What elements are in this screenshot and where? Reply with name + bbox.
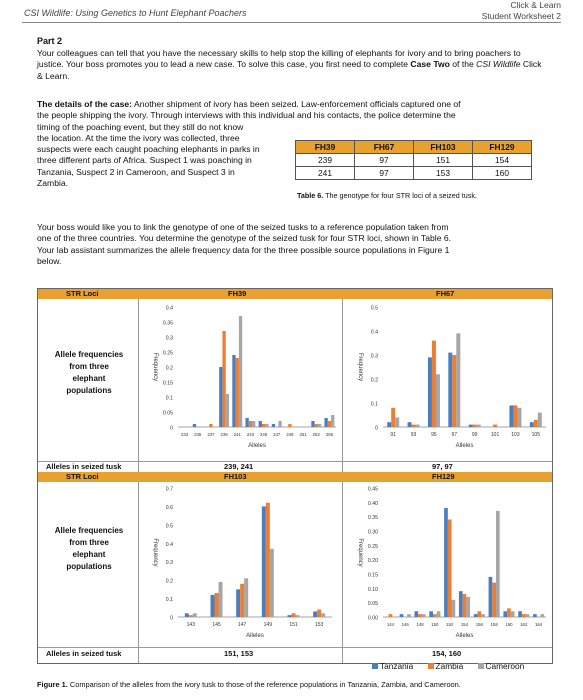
details-line4: the location. At the time the ivory was collected, three: [37, 132, 240, 143]
bar-cameroon: [477, 425, 481, 427]
details-line1: Another shipment of ivory has been seized. Law-enforcement officials captured one of: [132, 99, 461, 109]
chart-fh129: [343, 482, 552, 647]
bar-cameroon: [526, 614, 530, 617]
x-tick-label: 93: [410, 432, 417, 438]
x-tick-label: 144: [386, 622, 394, 627]
x-tick-label: 143: [186, 622, 196, 628]
bar-cameroon: [318, 424, 321, 427]
bar-zambia: [448, 520, 452, 617]
y-tick-label: 0.30: [367, 529, 378, 536]
table-cell: 241: [296, 167, 355, 180]
bar-zambia: [262, 424, 265, 427]
header-title: CSI Wildlife: Using Genetics to Hunt Elephant Poachers: [24, 8, 247, 18]
task-paragraph: [37, 222, 547, 267]
bar-tanzania: [313, 611, 317, 617]
bar-tanzania: [533, 614, 537, 617]
y-axis-label: Frequency: [357, 538, 363, 567]
legend-item: Zambia: [428, 661, 470, 671]
x-tick-label: 151: [289, 622, 298, 628]
bar-zambia: [534, 420, 538, 427]
details-line2: the people shipping the ivory. Through interviews with this individual and his contacts, the police determine the: [37, 110, 456, 121]
x-tick-label: 147: [237, 622, 247, 628]
bar-cameroon: [321, 613, 325, 617]
header-worksheet: Student Worksheet 2: [481, 11, 561, 21]
bar-cameroon: [436, 374, 440, 427]
y-tick-label: 0.45: [367, 486, 378, 493]
bar-zambia: [507, 608, 511, 617]
table-cell: 153: [414, 167, 473, 180]
table-header-cell: FH103: [414, 141, 473, 154]
table-cell: 97: [355, 167, 414, 180]
bar-cameroon: [193, 613, 197, 617]
bar-cameroon: [331, 415, 334, 427]
x-tick-label: 233: [180, 432, 189, 437]
bar-zambia: [189, 615, 193, 617]
bar-cameroon: [452, 600, 456, 617]
bar-zambia: [236, 358, 239, 427]
bar-tanzania: [459, 591, 463, 617]
table-header-cell: FH67: [355, 141, 414, 154]
y-tick-label: 0: [375, 425, 378, 432]
table-cell: 160: [473, 167, 532, 180]
bar-zambia: [288, 424, 291, 427]
bar-cameroon: [496, 511, 500, 617]
bar-zambia: [391, 408, 395, 427]
bar-cameroon: [395, 417, 399, 427]
legend-swatch: [372, 663, 378, 669]
x-tick-label: 245: [259, 432, 268, 437]
x-tick-label: 156: [475, 622, 483, 627]
figure-1: [37, 288, 553, 664]
bar-tanzania: [324, 418, 327, 427]
bar-cameroon: [422, 614, 426, 617]
x-tick-label: 253: [312, 432, 320, 437]
bar-tanzania: [400, 614, 404, 617]
x-tick-label: 154: [460, 622, 469, 627]
bar-zambia: [522, 614, 526, 617]
bar-cameroon: [219, 582, 223, 617]
bar-cameroon: [466, 597, 470, 617]
bar-zambia: [389, 614, 393, 617]
header-brand: Click & Learn: [510, 0, 561, 10]
intro-text-c: Click & Learn.: [37, 59, 542, 81]
bar-cameroon: [481, 614, 485, 617]
bar-zambia: [240, 584, 244, 617]
bar-cameroon: [296, 615, 300, 617]
bar-tanzania: [444, 508, 448, 617]
table-cell: 154: [473, 154, 532, 167]
task-line1: Your boss would like you to link the genotype of one of the seized tusks to a reference population taken from: [37, 222, 449, 232]
intro-text-b: of the: [449, 59, 477, 70]
bar-zambia: [513, 405, 517, 427]
bar-zambia: [493, 425, 497, 427]
x-tick-label: 239: [220, 432, 228, 437]
x-axis-label: Alleles: [246, 633, 264, 639]
bar-tanzania: [259, 421, 262, 427]
bar-tanzania: [518, 611, 522, 617]
table-header-cell: FH129: [473, 141, 532, 154]
x-tick-label: 249: [286, 432, 294, 437]
intro-bold: Case Two: [410, 59, 450, 70]
x-tick-label: 241: [233, 432, 241, 437]
bar-cameroon: [437, 611, 441, 617]
bar-tanzania: [429, 611, 433, 617]
x-tick-label: 145: [212, 622, 221, 628]
bar-tanzania: [387, 422, 391, 427]
x-tick-label: 101: [490, 432, 500, 438]
bar-tanzania: [408, 422, 412, 427]
figure-band-mid: STR Loci FH103 FH129: [38, 472, 552, 482]
bar-tanzania: [489, 577, 493, 617]
details-heading: The details of the case:: [37, 99, 133, 109]
chart-fh103: [138, 482, 342, 647]
x-tick-label: 251: [299, 432, 307, 437]
bar-tanzania: [288, 615, 292, 617]
details-line6: three different parts of Africa. Suspect 1 was poaching in: [37, 155, 252, 166]
table-header-cell: FH39: [296, 141, 355, 154]
bar-zambia: [292, 613, 296, 617]
bar-zambia: [473, 425, 477, 427]
y-tick-label: 0.1: [165, 395, 173, 402]
x-tick-label: 103: [511, 432, 520, 438]
bar-zambia: [418, 614, 422, 617]
bar-zambia: [249, 421, 252, 427]
y-axis-label: Frequency: [152, 538, 158, 567]
x-tick-label: 160: [505, 622, 513, 627]
x-tick-label: 153: [314, 622, 324, 628]
y-tick-label: 0.10: [367, 586, 378, 593]
y-tick-label: 0.6: [165, 504, 173, 511]
bar-cameroon: [278, 421, 281, 427]
header-rule: [22, 22, 561, 23]
bar-tanzania: [232, 355, 235, 427]
bar-zambia: [432, 341, 436, 427]
bar-cameroon: [270, 549, 274, 617]
bar-tanzania: [185, 613, 189, 617]
y-tick-label: 0: [170, 425, 173, 432]
figure-band-alleles-1: Alleles in seized tusk 239, 241 97, 97: [46, 462, 453, 471]
y-tick-label: 0.15: [367, 572, 378, 579]
x-tick-label: 158: [490, 622, 498, 627]
bar-tanzania: [311, 421, 314, 427]
bar-tanzania: [448, 353, 452, 427]
x-tick-label: 97: [451, 432, 458, 438]
bar-cameroon: [239, 316, 242, 427]
table-caption: Table 6. The genotype for four STR loci of a seized tusk.: [297, 191, 477, 200]
legend-swatch: [428, 663, 434, 669]
y-tick-label: 0.35: [367, 515, 378, 522]
bar-zambia: [317, 610, 321, 617]
y-tick-label: 0.05: [162, 410, 173, 417]
bar-tanzania: [193, 424, 196, 427]
chart-fh39: [138, 299, 342, 461]
bar-tanzania: [236, 589, 240, 617]
bar-tanzania: [211, 595, 215, 617]
bar-zambia: [209, 424, 212, 427]
y-tick-label: 0.2: [165, 365, 173, 372]
bar-tanzania: [262, 506, 266, 617]
bar-zambia: [477, 611, 481, 617]
table-cell: 239: [296, 154, 355, 167]
x-axis-label: Alleles: [455, 633, 474, 639]
bar-tanzania: [474, 614, 478, 617]
bar-cameroon: [416, 425, 420, 427]
y-tick-label: 0.40: [367, 500, 378, 507]
details-line3: timing of the poaching event, but they still do not know: [37, 121, 244, 132]
x-tick-label: 99: [471, 432, 478, 438]
bar-tanzania: [503, 611, 507, 617]
bar-zambia: [215, 593, 219, 617]
y-tick-label: 0.3: [370, 353, 378, 360]
part-title: Part 2: [37, 36, 63, 46]
intro-italic: CSI Wildlife: [476, 59, 521, 70]
header-right: [482, 0, 561, 22]
details-line7: Tanzania, Suspect 2 in Cameroon, and Suspect 3 in: [37, 166, 235, 177]
bar-zambia: [463, 594, 467, 617]
x-tick-label: 149: [263, 622, 273, 628]
figure-band-top: STR Loci FH39 FH67: [38, 289, 552, 299]
y-tick-label: 0.20: [367, 558, 378, 565]
bar-tanzania: [245, 418, 248, 427]
bar-cameroon: [407, 614, 411, 617]
bar-cameroon: [511, 611, 515, 617]
bar-cameroon: [456, 333, 460, 427]
bar-tanzania: [530, 422, 534, 427]
chart-legend: [372, 661, 536, 671]
y-tick-label: 0.2: [370, 377, 378, 384]
x-tick-label: 243: [246, 432, 255, 437]
x-tick-label: 162: [520, 622, 528, 627]
y-tick-label: 0.15: [162, 380, 173, 387]
y-tick-label: 0.3: [165, 560, 173, 567]
genotype-table: [295, 140, 532, 180]
legend-item: Cameroon: [478, 661, 531, 671]
legend-item: Tanzania: [372, 661, 419, 671]
table-cell: 151: [414, 154, 473, 167]
x-axis-label: Alleles: [248, 443, 266, 449]
y-tick-label: 0.4: [165, 305, 173, 312]
y-tick-label: 0.7: [165, 486, 173, 493]
chart-fh67: [343, 299, 552, 461]
bar-zambia: [452, 355, 456, 427]
task-line2: one of the three countries. You determine the genotype of the seized tusk for four STR loci, shown in Table 6.: [37, 233, 452, 244]
x-tick-label: 146: [401, 622, 409, 627]
bar-cameroon: [252, 421, 255, 427]
bar-zambia: [315, 424, 318, 427]
row-label-bottom: Allele frequencies from three elephant populations: [54, 526, 124, 571]
legend-swatch: [478, 663, 484, 669]
bar-tanzania: [509, 405, 513, 427]
intro-paragraph: [37, 48, 547, 82]
bar-tanzania: [428, 357, 432, 427]
bar-cameroon: [538, 413, 542, 427]
y-tick-label: 0.25: [162, 350, 173, 357]
bar-zambia: [222, 331, 225, 427]
x-tick-label: 255: [325, 432, 334, 437]
y-tick-label: 0.4: [165, 541, 173, 548]
y-tick-label: 0.4: [370, 329, 378, 336]
bar-cameroon: [226, 394, 229, 427]
bar-zambia: [328, 421, 331, 427]
details-line5: suspects were each caught poaching elephants in parks in: [37, 144, 260, 155]
y-tick-label: 0.5: [370, 305, 378, 312]
x-tick-label: 237: [207, 432, 215, 437]
x-tick-label: 148: [416, 622, 424, 627]
y-tick-label: 0.1: [165, 597, 173, 604]
bar-tanzania: [219, 367, 222, 427]
x-tick-label: 91: [390, 432, 396, 438]
y-axis-label: Frequency: [152, 352, 158, 382]
bar-tanzania: [469, 425, 473, 427]
bar-cameroon: [244, 578, 248, 617]
x-tick-label: 105: [531, 432, 540, 438]
intro-text-a: Your colleagues can tell that you have the necessary skills to help stop the killing of elephants for ivory and to bring poachers to justice. Your boss promotes you to lead a new case. To solve this case, you first need to complete: [37, 48, 521, 70]
x-tick-label: 150: [431, 622, 439, 627]
figure-caption: Figure 1. Comparison of the alleles from the ivory tusk to those of the reference populations in Tanzania, Zambia, and Cameroon.: [37, 680, 461, 689]
y-axis-label: Frequency: [357, 352, 363, 382]
bar-tanzania: [414, 611, 418, 617]
y-tick-label: 0.5: [165, 523, 173, 530]
y-tick-label: 0.35: [162, 320, 173, 327]
y-tick-label: 0: [170, 615, 173, 622]
bar-zambia: [433, 614, 437, 617]
y-tick-label: 0.2: [165, 578, 173, 585]
bar-cameroon: [540, 614, 544, 617]
details-line8: Zambia.: [37, 178, 69, 189]
task-line4: below.: [37, 255, 62, 266]
y-tick-label: 0.1: [370, 401, 378, 408]
bar-zambia: [412, 425, 416, 427]
bar-cameroon: [265, 424, 268, 427]
x-tick-label: 235: [194, 432, 202, 437]
bar-cameroon: [517, 408, 521, 427]
bar-tanzania: [272, 424, 275, 427]
bar-zambia: [492, 583, 496, 617]
figure-band-alleles-2: Alleles in seized tusk 151, 153 154, 160: [46, 649, 462, 658]
y-tick-label: 0.25: [367, 543, 378, 550]
table-cell: 97: [355, 154, 414, 167]
row-label-top: Allele frequencies from three elephant populations: [54, 350, 124, 395]
y-tick-label: 0.00: [367, 615, 378, 622]
y-tick-label: 0.3: [165, 335, 173, 342]
x-tick-label: 95: [431, 432, 437, 438]
x-tick-label: 247: [273, 432, 281, 437]
bar-zambia: [266, 503, 270, 617]
x-tick-label: 164: [535, 622, 543, 627]
y-tick-label: 0.05: [367, 601, 378, 608]
task-line3: Your lab assistant summarizes the allele frequency data for the three possible source populations in Figure 1: [37, 244, 450, 255]
x-tick-label: 152: [446, 622, 454, 627]
x-axis-label: Alleles: [455, 443, 474, 449]
